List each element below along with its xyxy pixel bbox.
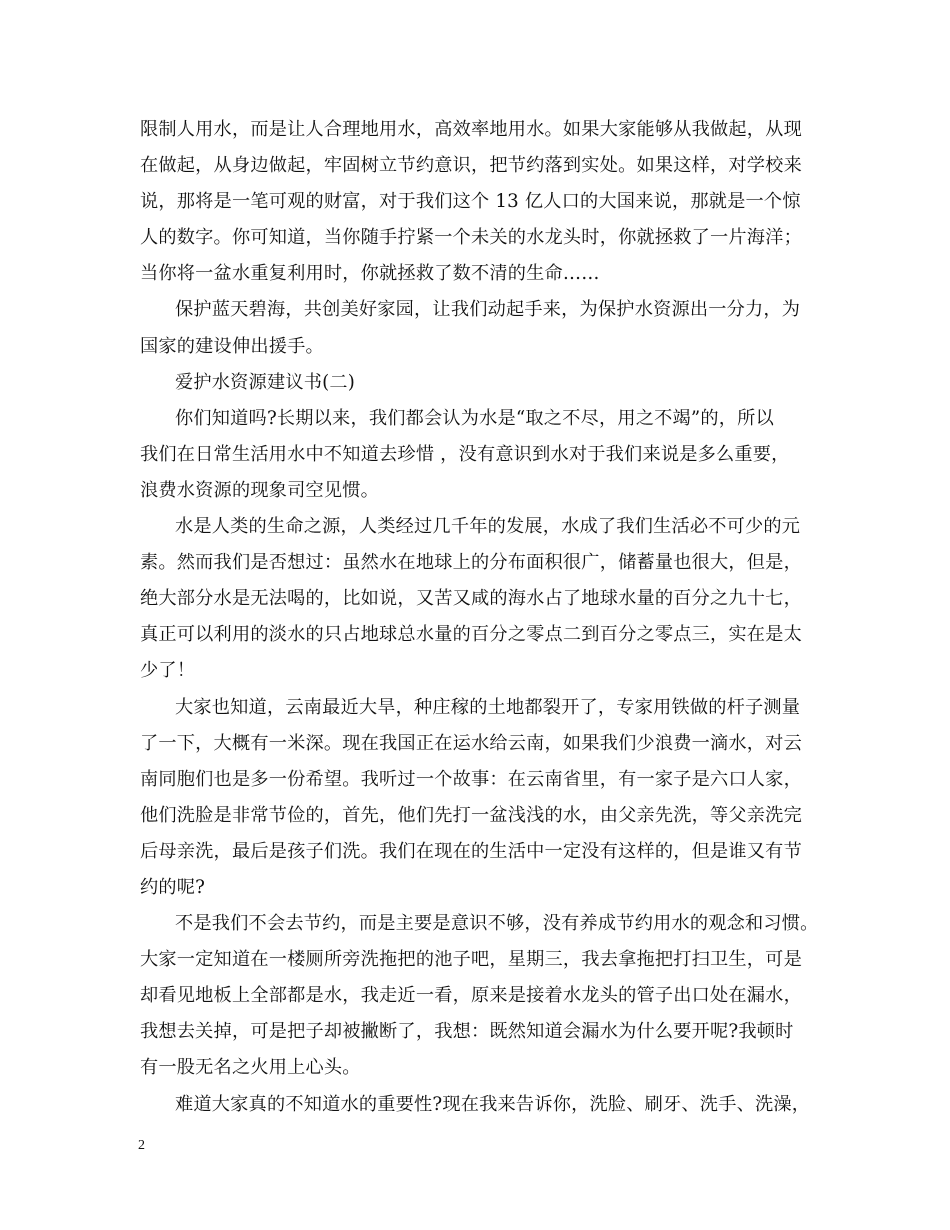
text-line: 绝大部分水是无法喝的，比如说，又苦又咸的海水占了地球水量的百分之九十七， [140, 588, 802, 610]
text-line: 水是人类的生命之源，人类经过几千年的发展，水成了我们生活必不可少的元 [175, 516, 801, 538]
text-line: 人的数字。你可知道，当你随手拧紧一个未关的水龙头时，你就拯救了一片海洋； [140, 227, 802, 249]
text-line: 大家一定知道在一楼厕所旁洗拖把的池子吧，星期三，我去拿拖把打扫卫生，可是 [140, 949, 802, 971]
text-line: 在做起，从身边做起，牢固树立节约意识，把节约落到实处。如果这样，对学校来 [140, 155, 802, 177]
text-line: 少了！ [140, 660, 196, 682]
text-line: 浪费水资源的现象司空见惯。 [140, 479, 380, 501]
page-number: 2 [138, 1138, 145, 1153]
text-line: 不是我们不会去节约，而是主要是意识不够，没有养成节约用水的观念和习惯。 [175, 913, 819, 935]
text-line: 有一股无名之火用上心头。 [140, 1057, 361, 1079]
text-line: 真正可以利用的淡水的只占地球总水量的百分之零点二到百分之零点三，实在是太 [140, 624, 802, 646]
text-line: 保护蓝天碧海，共创美好家园，让我们动起手来，为保护水资源出一分力，为 [175, 299, 801, 321]
text-line: 了一下，大概有一米深。现在我国正在运水给云南，如果我们少浪费一滴水，对云 [140, 732, 802, 754]
text-line: 约的呢? [140, 876, 206, 898]
text-line: 却看见地板上全部都是水，我走近一看，原来是接着水龙头的管子出口处在漏水， [140, 985, 802, 1007]
text-line: 素。然而我们是否想过：虽然水在地球上的分布面积很广，储蓄量也很大，但是， [140, 552, 802, 574]
text-line: 我们在日常生活用水中不知道去珍惜 ，没有意识到水对于我们来说是多么重要， [140, 443, 790, 465]
text-line: 我想去关掉，可是把子却被撇断了，我想：既然知道会漏水为什么要开呢?我顿时 [140, 1021, 794, 1043]
text-line: 国家的建设伸出援手。 [140, 335, 324, 357]
text-line: 他们洗脸是非常节俭的，首先，他们先打一盆浅浅的水，由父亲先洗，等父亲洗完 [140, 804, 802, 826]
text-line: 难道大家真的不知道水的重要性?现在我来告诉你，洗脸、刷牙、洗手、洗澡， [175, 1093, 811, 1115]
text-line: 你们知道吗?长期以来，我们都会认为水是“取之不尽，用之不竭”的，所以 [175, 407, 774, 429]
text-line: 说，那将是一笔可观的财富，对于我们这个 13 亿人口的大国来说，那就是一个惊 [140, 191, 801, 213]
text-line: 南同胞们也是多一份希望。我听过一个故事：在云南省里，有一家子是六口人家， [140, 768, 802, 790]
text-line: 当你将一盆水重复利用时，你就拯救了数不清的生命…… [140, 263, 600, 285]
section-heading: 爱护水资源建议书(二) [175, 371, 356, 393]
body-text [140, 112, 819, 1123]
text-line: 后母亲洗，最后是孩子们洗。我们在现在的生活中一定没有这样的，但是谁又有节 [140, 840, 802, 862]
text-line: 大家也知道，云南最近大旱，种庄稼的土地都裂开了，专家用铁做的杆子测量 [175, 696, 801, 718]
text-line: 限制人用水，而是让人合理地用水，高效率地用水。如果大家能够从我做起，从现 [140, 119, 802, 140]
